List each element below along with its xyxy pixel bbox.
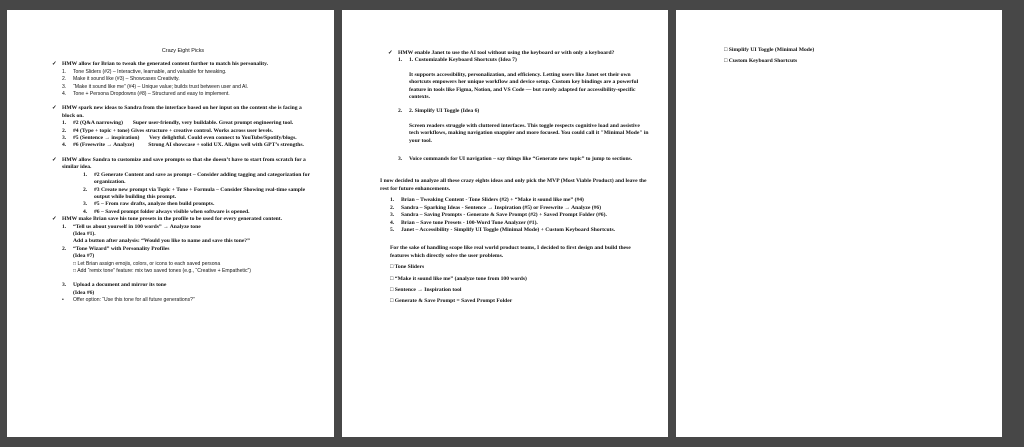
list-item: 3. Voice commands for UI navigation – say things like “Generate new topic” to jump to sections. bbox=[398, 156, 633, 163]
list-item: 4. Tone + Persona Dropdowns (#8) – Structured and easy to implement. bbox=[62, 91, 230, 98]
list-item: 4. Brian – Save tone Presets - 100-Word Tone Analyzer (#1). bbox=[390, 219, 538, 226]
checkbox-item: □ Let Brian assign emojis, colors, or icons to each saved persona bbox=[73, 260, 221, 267]
list-item: 1. 1. Customizable Keyboard Shortcuts (Idea 7) It supports accessibility, personalization, and efficiency. Letting users like Janet set their own shortcuts empowers her unique workflow and device setup. Custom key bindings are a powerful feature in tools like Figma, Notion, and VS Code — but rarely adapted for accessibility-specific contexts. bbox=[398, 57, 639, 101]
closing-paragraph: For the sake of handling scope like real world product teams, I decided to first design and build these features which directly solve the user problems. bbox=[390, 245, 631, 259]
hmw-heading-sandra-ideas: ✓ HMW spark new ideas to Sandra from the interface based on her input on the content she is facing a block on. bbox=[52, 105, 302, 119]
checkbox-item: □ Custom Keyboard Shortcuts bbox=[724, 58, 798, 65]
list-item: 3. Sandra – Saving Prompts - Generate & Save Prompt (#2) + Saved Prompt Folder (#6). bbox=[390, 212, 607, 219]
check-icon: ✓ bbox=[52, 216, 57, 223]
check-icon: ✓ bbox=[52, 61, 57, 68]
list-item: 2. Sandra – Sparking Ideas - Sentence → Inspiration (#5) or Freewrite → Analyze (#6) bbox=[390, 204, 602, 211]
check-icon: ✓ bbox=[52, 105, 57, 112]
list-item: 4. #6 – Saved prompt folder always visible when software is opened. bbox=[83, 208, 250, 215]
bullet-item: • Offer option: “Use this tone for all future generations?” bbox=[62, 297, 195, 304]
document-page-1 bbox=[7, 10, 334, 437]
list-item: 3. #5 (Sentence → inspiration) Very delightful. Could even connect to YouTube/Spotify/blogs. bbox=[62, 135, 297, 142]
list-item: 2. #4 (Type + topic + tone) Gives structure + creative control. Works across user levels. bbox=[62, 127, 273, 134]
check-icon: ✓ bbox=[388, 50, 393, 56]
check-icon: ✓ bbox=[52, 156, 57, 163]
list-item: 5. Janet – Accessibility - Simplify UI Toggle (Minimal Mode) + Custom Keyboard Shortcuts. bbox=[390, 226, 616, 233]
hmw-heading-janet: ✓ HMW enable Janet to use the AI tool without using the keyboard or with only a keyboard? bbox=[388, 50, 615, 56]
bullet-icon: • bbox=[62, 297, 64, 304]
list-item: 3. Upload a document and mirror its tone (Idea #6) bbox=[62, 282, 167, 296]
list-item: 1. #2 (Q&A narrowing) Super user-friendly, very buildable. Great prompt engineering tool. bbox=[62, 120, 294, 127]
list-item: 1. #2 Generate Content and save as prompt – Consider adding tagging and categorization for organization. bbox=[83, 171, 310, 186]
list-item: 1. Brian – Tweaking Content - Tone Sliders (#2) + “Make it sound like me” (#4) bbox=[390, 197, 584, 204]
list-item: 2. Make it sound like (#3) – Showcases Creativity. bbox=[62, 76, 180, 83]
hmw-heading-sandra-save: ✓ HMW allow Sandra to customize and save prompts so that she doesn’t have to start from scratch for a similar idea. bbox=[52, 156, 306, 171]
document-page-3 bbox=[676, 10, 1002, 437]
list-item: 2. #3 Create new prompt via Topic + Tone + Formula – Consider Showing real-time sample output while building this prompt. bbox=[83, 186, 306, 200]
checkbox-item: □ Sentence → Inspiration tool bbox=[390, 286, 462, 293]
checkbox-item: □ Simplify UI Toggle (Minimal Mode) bbox=[724, 47, 815, 53]
list-item: 2. 2. Simplify UI Toggle (Idea 6) Screen readers struggle with cluttered interfaces. This toggle respects cognitive load and assistive tech workflows, making navigation snappier and more focused. You could call it "Minimal Mode" in your tool. bbox=[398, 108, 649, 144]
list-item: 2. “Tone Wizard” with Personality Profiles (Idea #7) □ Let Brian assign emojis, colors, or icons to each saved persona □ Add “remix tone” feature: mix two saved tones (e.g., “Creative + Empathetic”) bbox=[62, 246, 314, 276]
checkbox-item: □ Generate & Save Prompt = Saved Prompt Folder bbox=[390, 298, 513, 305]
list-item: 1. Tone Sliders (#2) – Interactive, learnable, and valuable for tweaking. bbox=[62, 68, 227, 75]
checkbox-item: □ “Make it sound like me” (analyze tone from 100 words) bbox=[390, 275, 527, 282]
checkbox-item: □ Add “remix tone” feature: mix two saved tones (e.g., “Creative + Empathetic”) bbox=[73, 267, 251, 274]
list-item: 3. “Make it sound like me” (#4) – Unique value; builds trust between user and AI. bbox=[62, 83, 249, 90]
list-item: 1. “Tell us about yourself in 100 words” → Analyze tone (Idea #1). Add a button after analysis: “Would you like to name and save this tone?” bbox=[62, 223, 250, 245]
list-item: 3. #5 – From raw drafts, analyze then build prompts. bbox=[83, 201, 215, 208]
hmw-heading-brian-tweak: ✓ HMW allow for Brian to tweak the generated content further to match his personality. bbox=[52, 61, 269, 68]
mvp-intro: I now decided to analyze all these crazy eights ideas and only pick the MVP (Most Viable Product) and leave the rest for future enhancements. bbox=[380, 178, 647, 192]
hmw-heading-brian-presets: ✓ HMW make Brian save his tone presets in the profile to be used for every generated content. bbox=[52, 216, 283, 223]
page-title: Crazy Eight Picks bbox=[161, 48, 205, 54]
checkbox-item: □ Tone Sliders bbox=[390, 264, 425, 271]
document-page-2 bbox=[342, 10, 668, 437]
list-item: 4. #6 (Freewrite → Analyze) Strong AI showcase + solid UX. Aligns well with GPT’s strengths. bbox=[62, 142, 304, 149]
